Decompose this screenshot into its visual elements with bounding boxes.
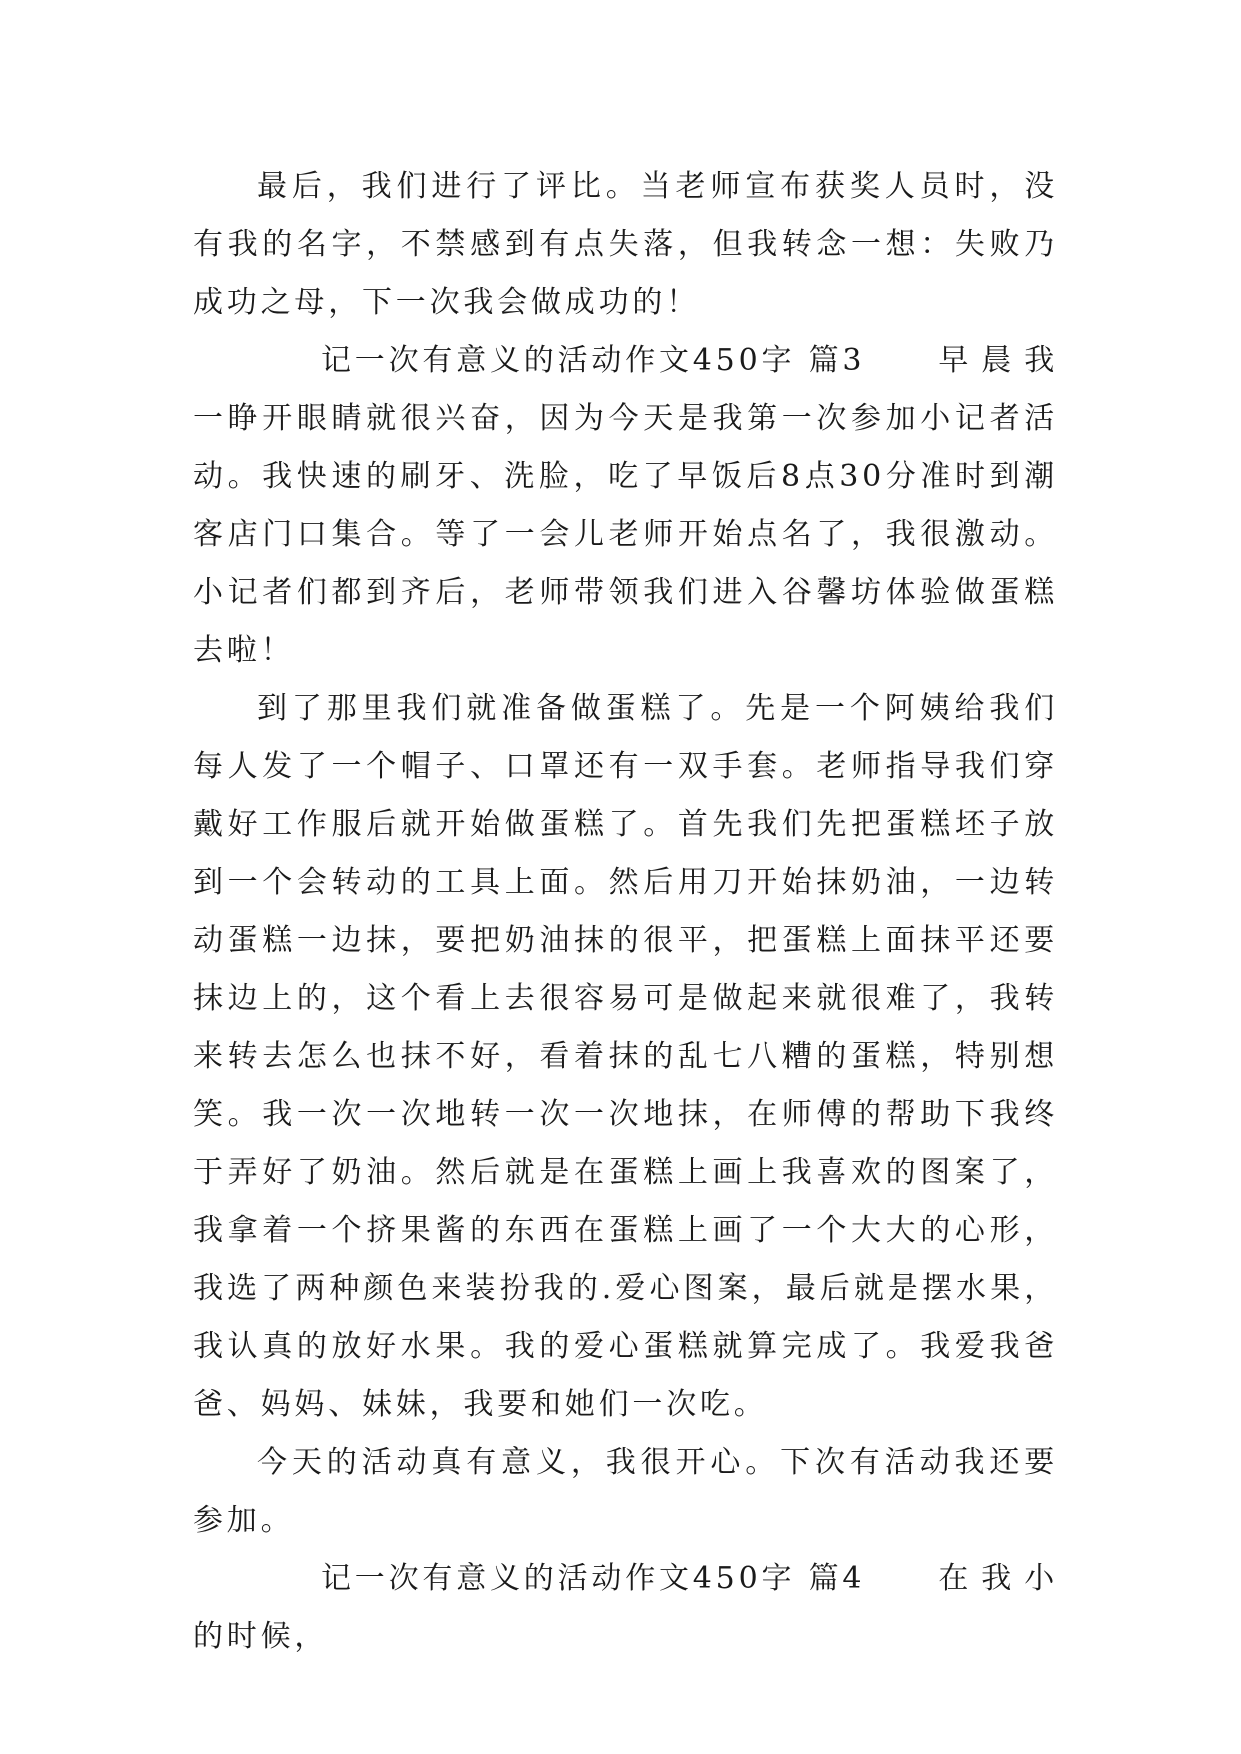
paragraph-essay-3-intro	[193, 332, 1058, 680]
paragraph-conclusion	[193, 158, 1058, 332]
paragraph-essay-4-intro	[193, 1550, 1058, 1666]
paragraph-text: 到了那里我们就准备做蛋糕了。先是一个阿姨给我们每人发了一个帽子、口罩还有一双手套。老师指导我们穿戴好工作服后就开始做蛋糕了。首先我们先把蛋糕坯子放到一个会转动的工具上面。然后用刀开始抹奶油，一边转动蛋糕一边抹，要把奶油抹的很平，把蛋糕上面抹平还要抹边上的，这个看上去很容易可是做起来就很难了，我转来转去怎么也抹不好，看着抹的乱七八糟的蛋糕，特别想笑。我一次一次地转一次一次地抹，在师傅的帮助下我终于弄好了奶油。然后就是在蛋糕上画上我喜欢的图案了，我拿着一个挤果酱的东西在蛋糕上画了一个大大的心形，我选了两种颜色来装扮我的.爱心图案，最后就是摆水果，我认真的放好水果。我的爱心蛋糕就算完成了。我爱我爸爸、妈妈、妹妹，我要和她们一次吃。	[193, 691, 1058, 1422]
essay-heading: 记一次有意义的活动作文450字 篇3	[321, 343, 866, 378]
paragraph-reflection	[193, 1434, 1058, 1550]
paragraph-text: 最后，我们进行了评比。当老师宣布获奖人员时，没有我的名字，不禁感到有点失落，但我转念一想：失败乃成功之母，下一次我会做成功的！	[193, 169, 1058, 320]
paragraph-text: 早晨我一睁开眼睛就很兴奋，因为今天是我第一次参加小记者活动。我快速的刷牙、洗脸，吃了早饭后8点30分准时到潮客店门口集合。等了一会儿老师开始点名了，我很激动。小记者们都到齐后，老师带领我们进入谷馨坊体验做蛋糕去啦！	[193, 343, 1058, 668]
paragraph-text: 在我小的时候，	[193, 1561, 1058, 1654]
essay-body	[193, 158, 1058, 1666]
paragraph-text: 今天的活动真有意义，我很开心。下次有活动我还要参加。	[193, 1445, 1058, 1538]
essay-heading: 记一次有意义的活动作文450字 篇4	[321, 1561, 866, 1596]
paragraph-making-cake	[193, 680, 1058, 1434]
